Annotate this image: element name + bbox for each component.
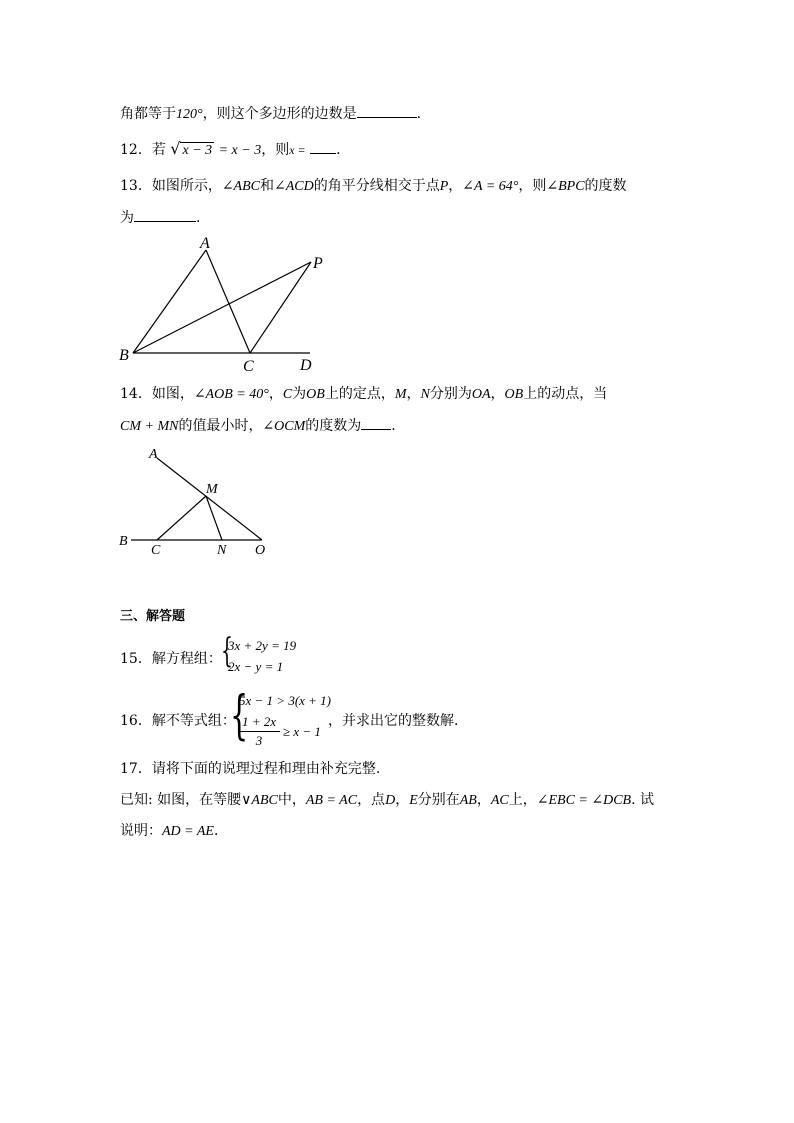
- q14-text: 为: [292, 386, 307, 402]
- q14-point-c: C: [282, 387, 293, 402]
- q17-text: 已知: 如图，在等腰: [120, 792, 242, 808]
- q14-angle-aob: ∠AOB = 40°: [193, 387, 269, 402]
- q17-seg-ab: AB: [459, 793, 477, 808]
- q17-text: 说明：: [120, 823, 162, 839]
- q15-eq1: 3x + 2y = 19: [228, 638, 297, 653]
- q14-answer-blank[interactable]: [361, 416, 391, 430]
- q11-text2: ，则这个多边形的边数是: [202, 106, 357, 122]
- q16-denominator: 3: [255, 733, 263, 748]
- q17-triangle: ∨ABC: [241, 793, 278, 808]
- q14-label-c: C: [151, 543, 161, 558]
- q17-eq-ad-ae: AD = AE: [162, 824, 214, 839]
- q14-label-m: M: [206, 482, 218, 497]
- q17-text: ，: [395, 792, 410, 808]
- q14-sum: CM + MN: [120, 419, 179, 434]
- q14-seg-ob2: OB: [504, 387, 524, 402]
- q12-label: 12．若: [120, 142, 166, 158]
- q14-label-o: O: [255, 543, 266, 558]
- q16-numerator: 1 + 2x: [241, 714, 277, 729]
- q14-text: ，: [268, 386, 283, 402]
- q12-var: x =: [289, 143, 306, 157]
- q17-line1: 17．请将下面的说理过程和理由补充完整.: [120, 761, 381, 777]
- q13-line-cp: [250, 262, 311, 353]
- q17-text: ，点: [357, 792, 386, 808]
- q16-label: 16．解不等式组：: [120, 713, 236, 729]
- q17-text: 中，: [277, 792, 306, 808]
- q13-angle-abc: ∠ABC: [221, 179, 260, 194]
- q17-text: ，: [476, 792, 491, 808]
- q17-text: 分别在: [417, 792, 460, 808]
- q12-text: ，则: [261, 142, 290, 158]
- q14-line2: [120, 416, 396, 436]
- q13-label-d: D: [300, 357, 312, 374]
- q16-fraction: [238, 714, 280, 749]
- q16-rhs: ≥ x − 1: [283, 724, 321, 739]
- q17-period: .: [213, 823, 219, 839]
- q13-text: 的角平分线相交于点: [313, 178, 440, 194]
- q13-label-b: B: [119, 347, 129, 364]
- q12-period: .: [336, 142, 341, 158]
- q13-line-bp: [133, 262, 311, 353]
- q13-label: 13．如图所示，: [120, 178, 222, 194]
- q17-eq-ab-ac: AB = AC: [305, 793, 358, 808]
- q13-point-p: P: [439, 179, 449, 194]
- q17-point-e: E: [409, 793, 418, 808]
- q17-seg-ac: AC: [490, 793, 509, 808]
- q15-eq2: 2x − y = 1: [228, 659, 284, 674]
- q16-brace: {: [230, 686, 249, 746]
- q14-text: ，: [406, 386, 421, 402]
- q17-line2: [120, 791, 654, 810]
- q14-text: 分别为: [429, 386, 472, 402]
- q15-brace: {: [221, 631, 233, 671]
- q17-text: 上，: [508, 792, 537, 808]
- q14-text: 上的定点，: [324, 386, 395, 402]
- q12-equation: = x − 3: [218, 143, 262, 158]
- q14-angle-ocm: ∠OCM: [262, 419, 306, 434]
- q13-text: 为: [120, 210, 134, 226]
- q11-text: 角都等于: [120, 106, 176, 122]
- q13-text: ，: [448, 178, 463, 194]
- q13-text: 的度数: [584, 178, 627, 194]
- q17-text: . 试: [631, 792, 655, 808]
- q14-text: ，: [490, 386, 505, 402]
- section-heading: 三、解答题: [120, 609, 186, 624]
- q16-eq1: 5x − 1 > 3(x + 1): [239, 693, 332, 708]
- q13-angle-a: ∠A = 64°: [462, 179, 519, 194]
- q13-angle-bpc: ∠BPC: [546, 179, 585, 194]
- q14-period: .: [391, 418, 396, 434]
- q14-text: 的度数为: [305, 418, 362, 434]
- q13-label-p: P: [313, 255, 323, 272]
- q14-text: 的值最小时，: [178, 418, 263, 434]
- q14-seg-oa: OA: [471, 387, 491, 402]
- q17-line3: [120, 822, 218, 841]
- q14-label-a: A: [149, 447, 158, 462]
- q15-label: 15．解方程组：: [120, 651, 222, 667]
- q13-text: ，则: [518, 178, 547, 194]
- q14-seg-ob: OB: [306, 387, 325, 402]
- q11-period: .: [416, 106, 422, 122]
- q16-tail: ，并求出它的整数解.: [328, 713, 459, 729]
- q14-label-n: N: [217, 543, 227, 558]
- q13-angle-acd: ∠ACD: [274, 179, 314, 194]
- q14-line-ao: [157, 458, 262, 540]
- q14-label-b: B: [119, 534, 128, 549]
- q12-sqrt: √ x − 3: [170, 139, 213, 158]
- q14-point-n: N: [420, 387, 430, 402]
- q13-line-ba: [133, 250, 206, 353]
- q17-point-d: D: [385, 793, 396, 808]
- q13-line-ac: [206, 250, 250, 353]
- q14-line1: [120, 385, 607, 404]
- q14-label: 14．如图，: [120, 386, 194, 402]
- q13-text: 和: [260, 178, 274, 194]
- q13-period: .: [196, 210, 201, 226]
- q14-point-m: M: [394, 387, 407, 402]
- q12-sqrt-inner: x − 3: [182, 143, 213, 158]
- q11-angle: 120°: [176, 107, 203, 122]
- q13-label-a: A: [200, 235, 210, 252]
- q14-line-cm: [157, 496, 206, 540]
- q13-label-c: C: [243, 358, 254, 375]
- q17-angle-eq: ∠EBC = ∠DCB: [536, 793, 632, 808]
- q14-text: 上的动点，当: [523, 386, 608, 402]
